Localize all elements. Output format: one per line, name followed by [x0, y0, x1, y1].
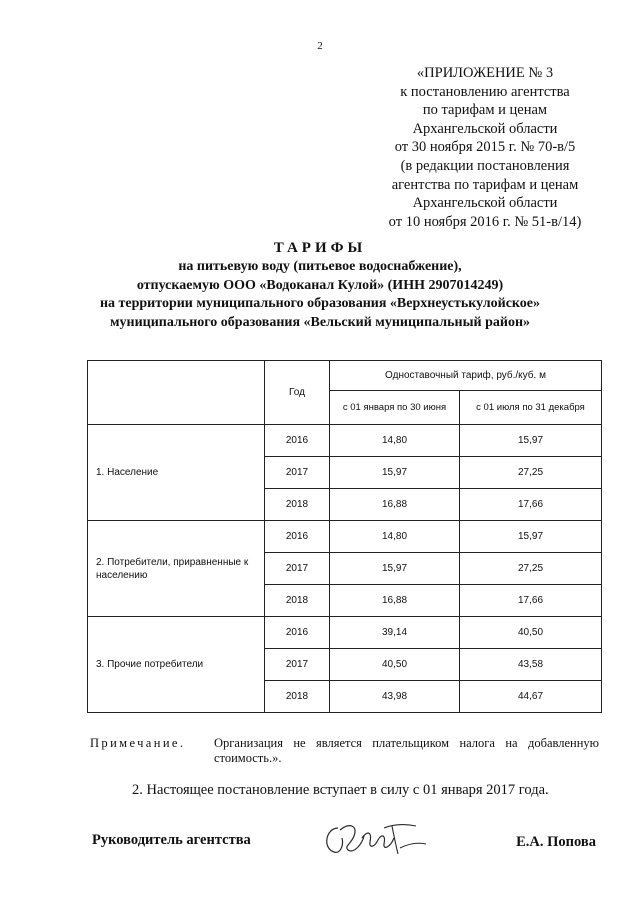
document-title: ТАРИФЫ: [273, 240, 367, 256]
appendix-line: от 10 ноября 2016 г. № 51-в/14): [388, 213, 582, 230]
subtitle-line: на питьевую воду (питьевое водоснабжение),: [178, 259, 462, 274]
table-row: [88, 617, 602, 649]
note-label: Примечание.: [90, 736, 186, 750]
tariff-cell-period-1: 16,88: [330, 489, 460, 521]
appendix-line: (в редакции постановления: [400, 157, 570, 174]
tariff-cell-period-2: 15,97: [460, 521, 602, 553]
year-cell: 2016: [265, 617, 330, 649]
appendix-line: Архангельской области: [412, 120, 558, 137]
subtitle-line: муниципального образования «Вельский муниципальный район»: [109, 314, 531, 330]
tariff-cell-period-2: 27,25: [460, 457, 602, 489]
tariff-cell-period-1: 43,98: [330, 681, 460, 713]
closing-paragraph: 2. Настоящее постановление вступает в силу с 01 января 2017 года.: [132, 782, 549, 798]
year-cell: 2018: [265, 681, 330, 713]
year-cell: 2018: [265, 585, 330, 617]
tariff-cell-period-2: 44,67: [460, 681, 602, 713]
appendix-line: агентства по тарифам и ценам: [391, 176, 579, 193]
header-empty-cell: [88, 361, 265, 425]
header-period-2: с 01 июля по 31 декабря: [460, 391, 602, 425]
note-text: Организация не является плательщиком налога на добавленную стоимость.».: [214, 736, 599, 765]
header-year: Год: [265, 361, 330, 425]
appendix-header: [350, 64, 620, 231]
tariff-cell-period-2: 17,66: [460, 489, 602, 521]
tariff-cell-period-1: 15,97: [330, 457, 460, 489]
year-cell: 2017: [265, 553, 330, 585]
tariff-cell-period-2: 27,25: [460, 553, 602, 585]
document-title-block: [40, 238, 600, 332]
tariff-table: [87, 360, 602, 713]
subtitle-line: отпускаемую ООО «Водоканал Кулой» (ИНН 2907014249): [136, 277, 504, 293]
year-cell: 2016: [265, 521, 330, 553]
table-header-row: [88, 361, 602, 391]
group-label: 2. Потребители, приравненные к населению: [88, 521, 265, 617]
year-cell: 2017: [265, 649, 330, 681]
subtitle-line: на территории муниципального образования «Верхнеустькулойское»: [99, 296, 541, 312]
table-row: [88, 425, 602, 457]
tariff-cell-period-2: 40,50: [460, 617, 602, 649]
appendix-line: по тарифам и ценам: [422, 102, 548, 119]
table-row: [88, 521, 602, 553]
appendix-line: «ПРИЛОЖЕНИЕ № 3: [416, 65, 554, 81]
signer-name: Е.А. Попова: [516, 834, 596, 850]
appendix-line: Архангельской области: [412, 195, 558, 212]
header-period-1: с 01 января по 30 июня: [330, 391, 460, 425]
appendix-line: от 30 ноября 2015 г. № 70-в/5: [394, 139, 576, 156]
year-cell: 2016: [265, 425, 330, 457]
handwritten-signature: [318, 818, 433, 862]
tariff-cell-period-1: 14,80: [330, 521, 460, 553]
tariff-cell-period-1: 40,50: [330, 649, 460, 681]
page-number: 2: [317, 40, 323, 52]
appendix-line: к постановлению агентства: [400, 83, 570, 100]
tariff-cell-period-1: 15,97: [330, 553, 460, 585]
tariff-cell-period-2: 15,97: [460, 425, 602, 457]
tariff-cell-period-1: 14,80: [330, 425, 460, 457]
group-label: 1. Население: [88, 425, 265, 521]
tariff-cell-period-2: 17,66: [460, 585, 602, 617]
year-cell: 2017: [265, 457, 330, 489]
year-cell: 2018: [265, 489, 330, 521]
tariff-cell-period-1: 39,14: [330, 617, 460, 649]
tariff-cell-period-2: 43,58: [460, 649, 602, 681]
tariff-cell-period-1: 16,88: [330, 585, 460, 617]
signer-title: Руководитель агентства: [92, 832, 251, 848]
header-tariff: Одноставочный тариф, руб./куб. м: [330, 361, 602, 391]
group-label: 3. Прочие потребители: [88, 617, 265, 713]
